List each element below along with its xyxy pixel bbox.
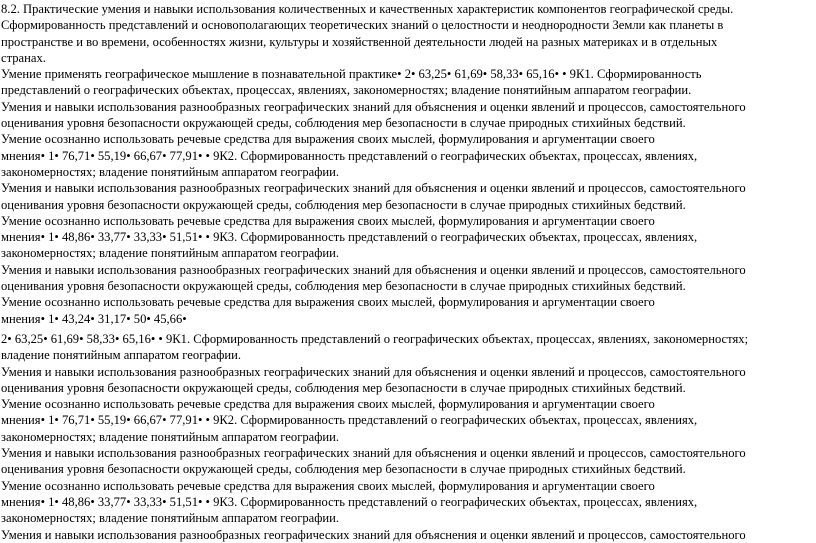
text-line: мнения• 1• 76,71• 55,19• 66,67• 77,91• • 9К2. Сформированность представлений о географических объектах, процессах, явлениях, bbox=[1, 148, 698, 163]
text-line: представлений о географических объектах, процессах, явлениях, закономерностях; владение понятийным аппаратом географии. bbox=[1, 83, 692, 98]
text-line: оценивания уровня безопасности окружающей среды, соблюдения мер безопасности в случае природных стихийных бедствий. bbox=[1, 197, 686, 212]
text-line: Умение осознанно использовать речевые средства для выражения своих мыслей, формулирования и аргументации своего bbox=[1, 478, 655, 493]
text-line: Умения и навыки использования разнообразных географических знаний для объяснения и оценки явлений и процессов, самостоятельного bbox=[1, 446, 746, 461]
text-line: Умение осознанно использовать речевые средства для выражения своих мыслей, формулирования и аргументации своего bbox=[1, 295, 655, 310]
text-line: 2• 63,25• 61,69• 58,33• 65,16• • 9К1. Сформированность представлений о географических объектах, процессах, явлениях, закономерностях; bbox=[1, 331, 749, 346]
text-line: 8.2. Практические умения и навыки использования количественных и качественных характеристик компонентов географической среды. bbox=[1, 2, 734, 16]
text-line: Умение осознанно использовать речевые средства для выражения своих мыслей, формулирования и аргументации своего bbox=[1, 397, 655, 412]
text-line: мнения• 1• 76,71• 55,19• 66,67• 77,91• • 9К2. Сформированность представлений о географических объектах, процессах, явлениях, bbox=[1, 413, 698, 428]
text-line: закономерностях; владение понятийным аппаратом географии. bbox=[1, 164, 340, 179]
text-line: Сформированность представлений и основополагающих теоретических знаний о целостности и неоднородности Земли как планеты в bbox=[1, 18, 724, 33]
text-line: Умения и навыки использования разнообразных географических знаний для объяснения и оценки явлений и процессов, самостоятельного bbox=[1, 262, 746, 277]
text-line: владение понятийным аппаратом географии. bbox=[1, 348, 242, 363]
text-line: оценивания уровня безопасности окружающей среды, соблюдения мер безопасности в случае природных стихийных бедствий. bbox=[1, 462, 686, 477]
text-line: оценивания уровня безопасности окружающей среды, соблюдения мер безопасности в случае природных стихийных бедствий. bbox=[1, 279, 686, 294]
text-line: Умение осознанно использовать речевые средства для выражения своих мыслей, формулирования и аргументации своего bbox=[1, 213, 655, 228]
document-body bbox=[1, 1, 814, 543]
text-line: мнения• 1• 43,24• 31,17• 50• 45,66• bbox=[1, 311, 187, 326]
text-line: закономерностях; владение понятийным аппаратом географии. bbox=[1, 246, 340, 261]
text-line: закономерностях; владение понятийным аппаратом географии. bbox=[1, 429, 340, 444]
text-line: Умения и навыки использования разнообразных географических знаний для объяснения и оценки явлений и процессов, самостоятельного bbox=[1, 181, 746, 196]
text-line: мнения• 1• 48,86• 33,77• 33,33• 51,51• • 9К3. Сформированность представлений о географических объектах, процессах, явлениях, bbox=[1, 230, 698, 245]
text-line: Умение осознанно использовать речевые средства для выражения своих мыслей, формулирования и аргументации своего bbox=[1, 132, 655, 147]
text-line: Умения и навыки использования разнообразных географических знаний для объяснения и оценки явлений и процессов, самостоятельного bbox=[1, 527, 746, 542]
text-line: Умение применять географическое мышление в познавательной практике• 2• 63,25• 61,69• 58,33• 65,16• • 9К1. Сформированность bbox=[1, 67, 702, 82]
text-line: странах. bbox=[1, 50, 46, 65]
text-line: оценивания уровня безопасности окружающей среды, соблюдения мер безопасности в случае природных стихийных бедствий. bbox=[1, 380, 686, 395]
text-line: оценивания уровня безопасности окружающей среды, соблюдения мер безопасности в случае природных стихийных бедствий. bbox=[1, 116, 686, 131]
text-line: Умения и навыки использования разнообразных географических знаний для объяснения и оценки явлений и процессов, самостоятельного bbox=[1, 364, 746, 379]
text-line: закономерностях; владение понятийным аппаратом географии. bbox=[1, 511, 340, 526]
text-line: Умения и навыки использования разнообразных географических знаний для объяснения и оценки явлений и процессов, самостоятельного bbox=[1, 99, 746, 114]
text-line: мнения• 1• 48,86• 33,77• 33,33• 51,51• • 9К3. Сформированность представлений о географических объектах, процессах, явлениях, bbox=[1, 494, 698, 509]
text-line: пространстве и во времени, особенностях жизни, культуры и хозяйственной деятельности людей на разных материках и в отдельных bbox=[1, 34, 718, 49]
